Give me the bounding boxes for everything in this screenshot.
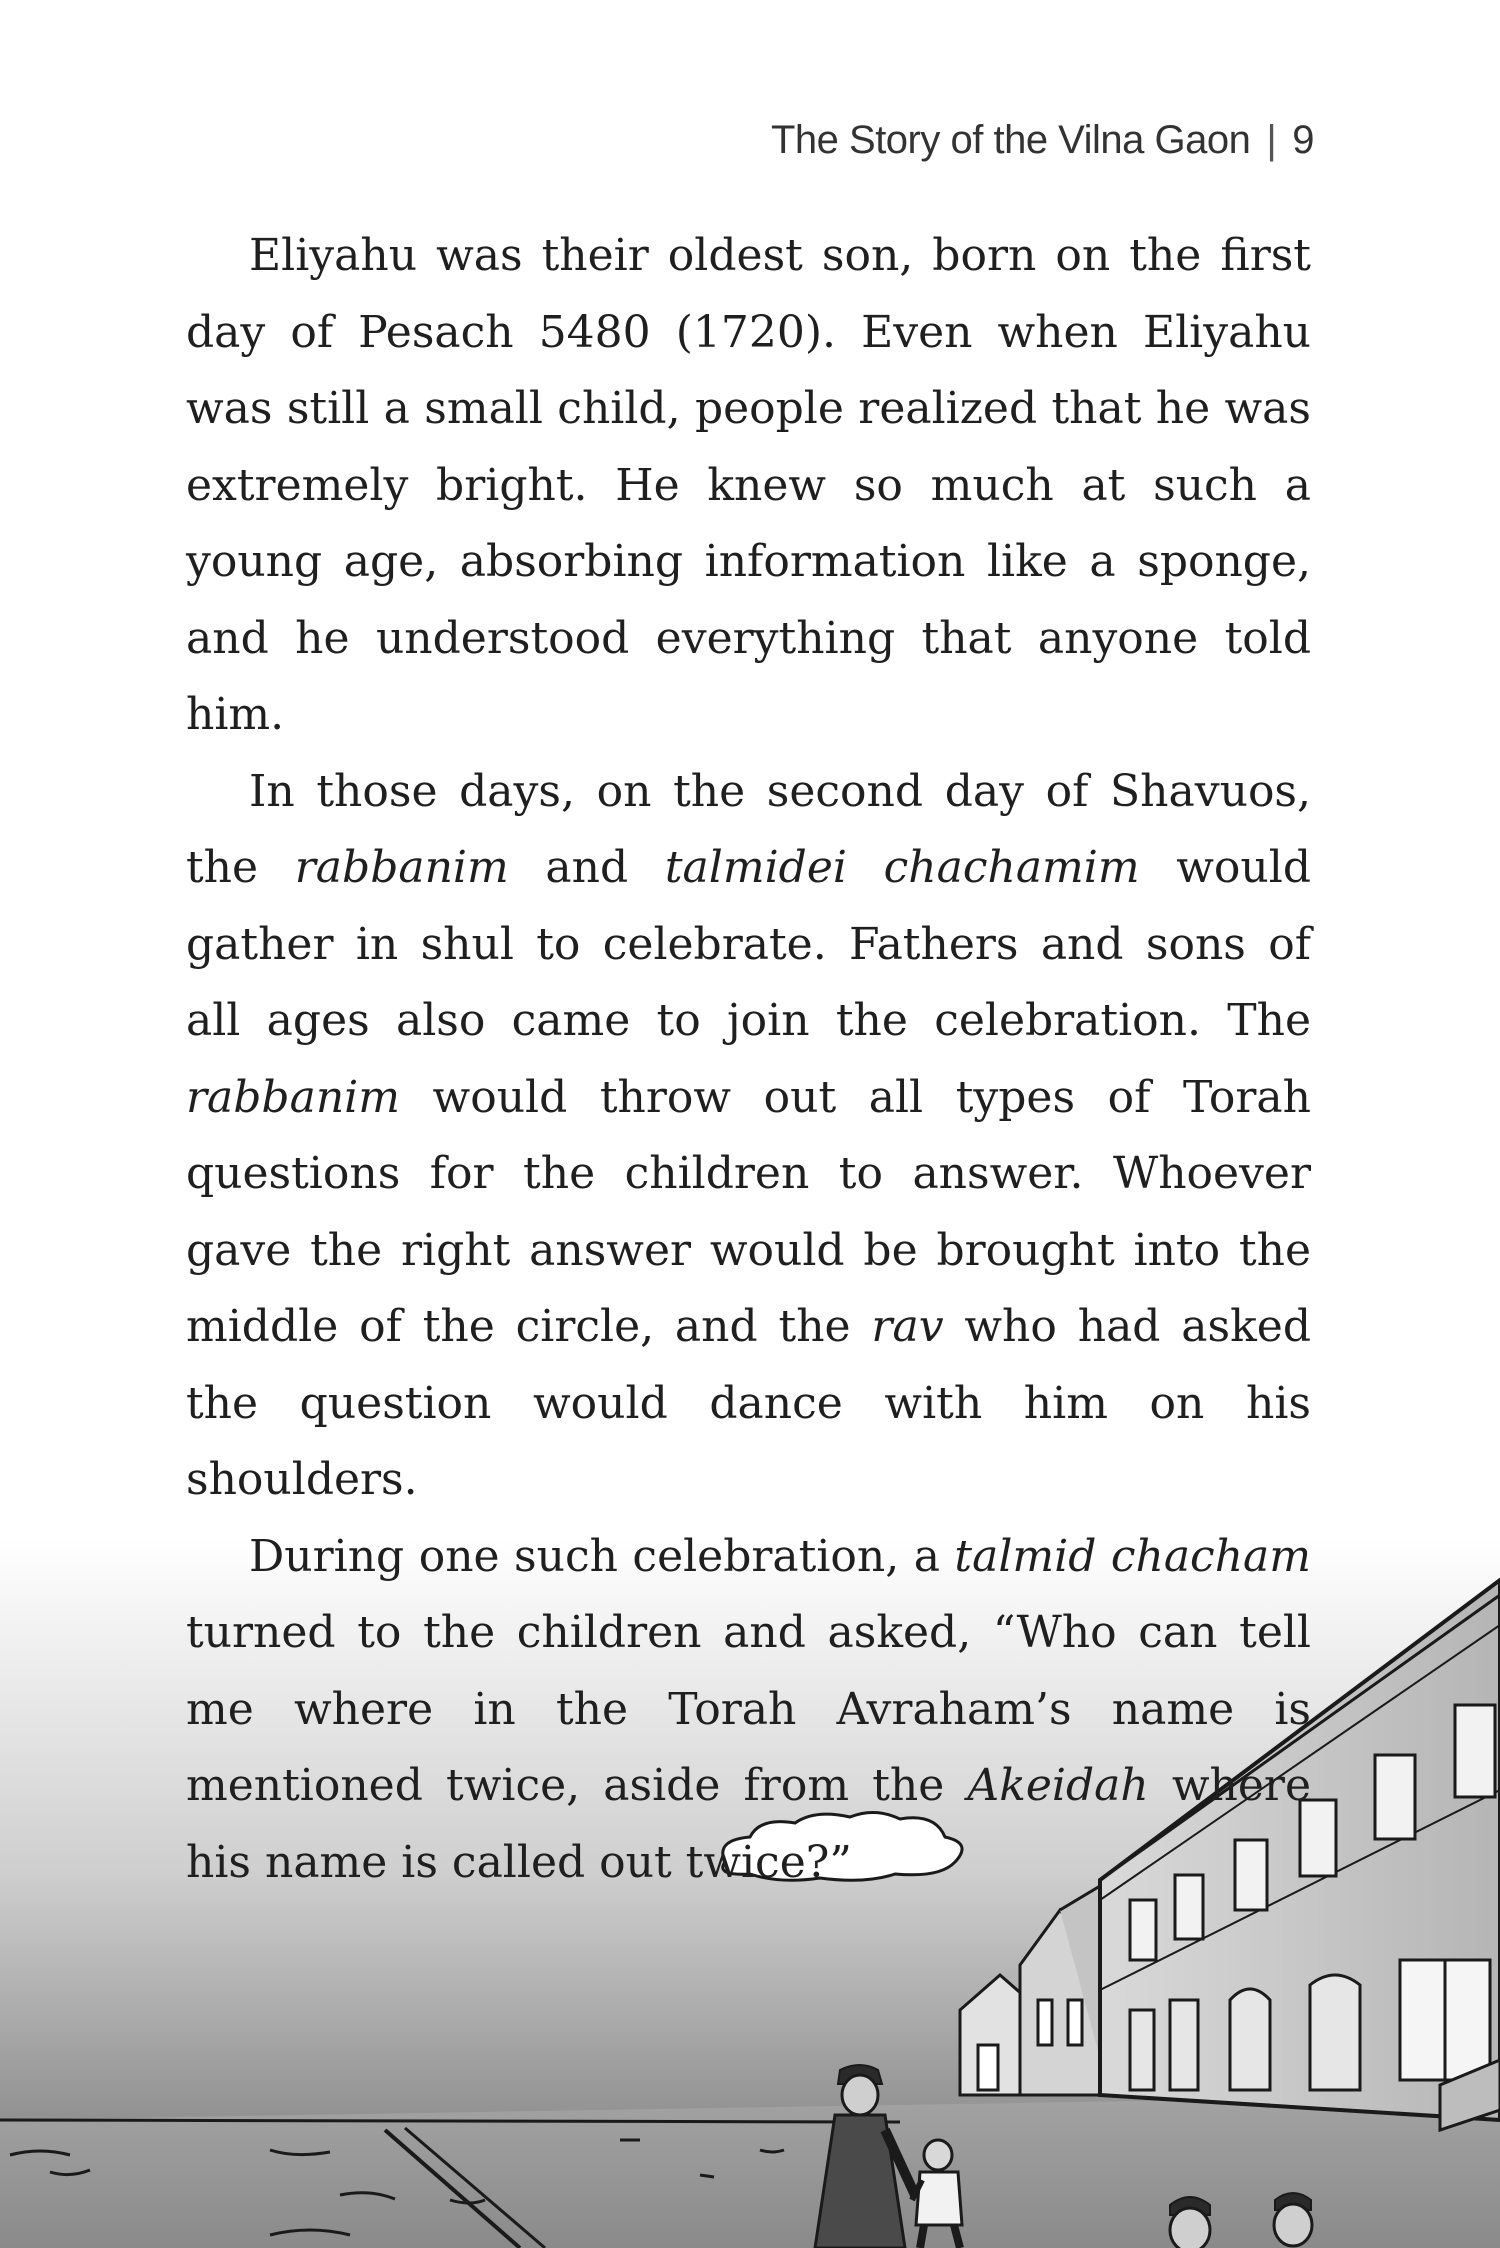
story-text — [186, 218, 1311, 1901]
italic-term: Akeidah — [967, 1760, 1149, 1811]
text-run: turned to the children and asked, “Who can tell me where in the Torah Avraham’s name is mentioned twice, aside from the — [186, 1607, 1311, 1811]
paragraph-1 — [186, 218, 1311, 754]
header-separator: | — [1266, 118, 1277, 162]
italic-term: rabbanim — [294, 842, 509, 893]
text-run: would throw out all types of Torah questions for the children to answer. Whoever gave the right answer would be brought into the middle of the circle, and the — [186, 1071, 1311, 1352]
running-header — [771, 118, 1314, 163]
text-run: In those days, on the second day of Shavuos, the — [186, 765, 1311, 893]
text-run: Eliyahu was their oldest son, born on the first day of Pesach 5480 (1720). Even when Eliyahu was still a small child, people realized that he was extremely bright. He knew so much at such a young age, absorbing information like a sponge, and he understood everything that anyone told him. — [186, 230, 1311, 740]
text-run: who had asked the question would dance with him on his shoulders. — [186, 1301, 1311, 1505]
text-run: would gather in shul to celebrate. Fathers and sons of all ages also came to join the celebration. The — [186, 842, 1312, 1046]
italic-term: talmidei chachamim — [664, 842, 1140, 893]
paragraph-2 — [186, 754, 1311, 1519]
italic-term: talmid chacham — [954, 1530, 1311, 1582]
italic-term: rav — [871, 1301, 944, 1352]
page-number: 9 — [1292, 118, 1314, 162]
text-run: and — [508, 842, 665, 893]
paragraph-3 — [186, 1519, 1311, 1902]
italic-term: rabbanim — [186, 1071, 400, 1123]
text-run: where his name is called out twice?” — [186, 1760, 1311, 1888]
text-run: During one such celebration, a — [249, 1530, 955, 1582]
book-title: The Story of the Vilna Gaon — [770, 118, 1251, 162]
